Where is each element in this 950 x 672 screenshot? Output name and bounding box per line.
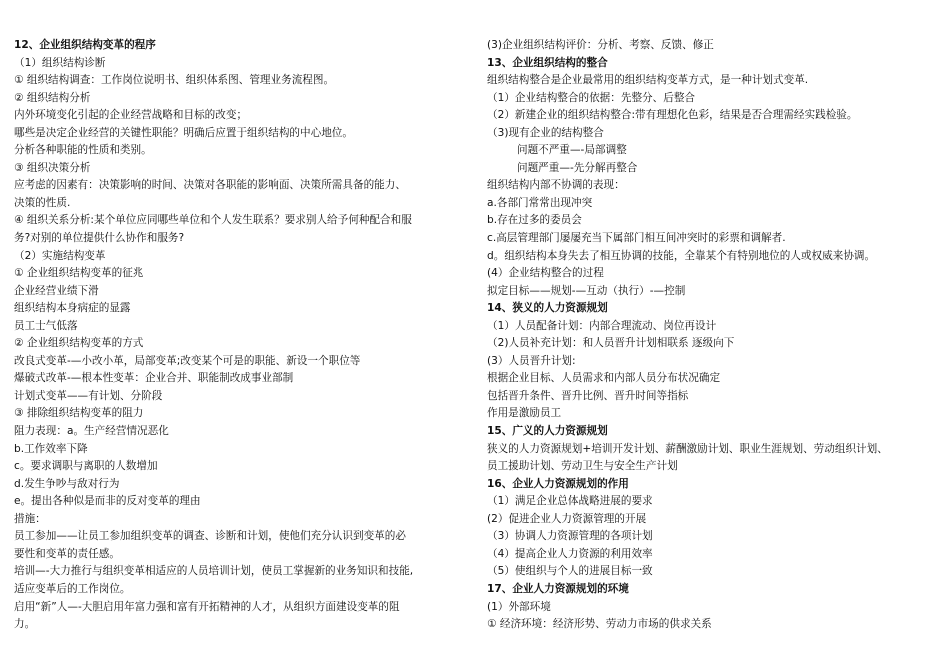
text-line: 问题严重—-先分解再整合 bbox=[517, 161, 638, 174]
text-line: 计划式变革——有计划、分阶段 bbox=[14, 389, 163, 402]
section-heading: 17、企业人力资源规划的环境 bbox=[487, 582, 629, 595]
text-line: 要性和变革的责任感。 bbox=[14, 547, 120, 560]
text-line: （1）组织结构诊断 bbox=[14, 56, 106, 69]
text-line: 内外环境变化引起的企业经营战略和目标的改变； bbox=[14, 109, 248, 122]
text-line: 员工援助计划、劳动卫生与安全生产计划 bbox=[487, 460, 678, 473]
text-line: 根据企业目标、人员需求和内部人员分布状况确定 bbox=[487, 372, 721, 385]
text-line: (4）企业结构整合的过程 bbox=[487, 267, 604, 280]
text-line: 应考虑的因素有：决策影响的时间、决策对各职能的影响面、决策所需具备的能力、 bbox=[14, 179, 406, 192]
text-line: 问题不严重—-局部调整 bbox=[517, 144, 627, 157]
text-line: 狭义的人力资源规划+培训开发计划、薪酬激励计划、职业生涯规划、劳动组织计划、 bbox=[487, 442, 888, 455]
text-line: ② 企业组织结构变革的方式 bbox=[14, 337, 144, 350]
text-line: 力。 bbox=[14, 618, 36, 631]
text-line: 员工士气低落 bbox=[14, 319, 78, 332]
text-line: （2）实施结构变革 bbox=[14, 249, 106, 262]
text-line: 组织结构整合是企业最常用的组织结构变革方式，是一种计划式变革. bbox=[487, 74, 809, 87]
text-line: 阻力表现：a。生产经营情况恶化 bbox=[14, 425, 169, 438]
text-line: 适应变革后的工作岗位。 bbox=[14, 582, 131, 595]
text-line: d.发生争吵与敌对行为 bbox=[14, 477, 120, 490]
text-line: 拟定目标——规划-—互动（执行）-—控制 bbox=[487, 284, 686, 297]
section-heading: 12、企业组织结构变革的程序 bbox=[14, 39, 156, 51]
text-line: 组织结构本身病症的显露 bbox=[14, 302, 131, 315]
text-line: 务?对别的单位提供什么协作和服务? bbox=[14, 232, 185, 245]
text-line: 哪些是决定企业经营的关键性职能？明确后应置于组织结构的中心地位。 bbox=[14, 126, 353, 139]
right-column bbox=[487, 37, 937, 634]
text-line: 措施： bbox=[14, 512, 46, 525]
text-line: (3)企业组织结构评价：分析、考察、反馈、修正 bbox=[487, 39, 714, 51]
text-line: 启用“新”人—-大胆启用年富力强和富有开拓精神的人才，从组织方面建设变革的阻 bbox=[14, 600, 400, 613]
text-line: ② 组织结构分析 bbox=[14, 91, 91, 104]
section-heading: 14、狭义的人力资源规划 bbox=[487, 302, 608, 315]
text-line: 改良式变革-—小改小革，局部变革;改变某个可是的职能、新设一个职位等 bbox=[14, 354, 361, 367]
text-line: 作用是激励员工 bbox=[487, 407, 562, 420]
text-line: 爆破式改革-—根本性变革：企业合并、职能制改成事业部制 bbox=[14, 372, 294, 385]
text-line: b.存在过多的委员会 bbox=[487, 214, 582, 227]
text-line: （1）满足企业总体战略进展的要求 bbox=[487, 495, 653, 508]
text-line: ① 企业组织结构变革的征兆 bbox=[14, 267, 144, 280]
text-line: ④ 组织关系分析:某个单位应同哪些单位和个人发生联系？要求别人给予何种配合和服 bbox=[14, 214, 412, 227]
text-line: ① 经济环境：经济形势、劳动力市场的供求关系 bbox=[487, 618, 712, 631]
text-line: （2)人员补充计划：和人员晋升计划相联系 逐级向下 bbox=[487, 337, 735, 350]
text-line: d。组织结构本身失去了相互协调的技能，全靠某个有特别地位的人或权威来协调。 bbox=[487, 249, 876, 262]
text-line: （2）新建企业的组织结构整合:带有理想化色彩，结果是否合理需经实践检验。 bbox=[487, 109, 858, 122]
text-line: 分析各种职能的性质和类别。 bbox=[14, 144, 152, 157]
text-line: （1）企业结构整合的依据：先整分、后整合 bbox=[487, 91, 696, 104]
text-line: 企业经营业绩下滑 bbox=[14, 284, 99, 297]
text-line: ③ 组织决策分析 bbox=[14, 161, 91, 174]
text-line: 组织结构内部不协调的表现： bbox=[487, 179, 625, 192]
text-line: e。提出各种似是而非的反对变革的理由 bbox=[14, 495, 201, 508]
text-line: b.工作效率下降 bbox=[14, 442, 88, 455]
section-heading: 15、广义的人力资源规划 bbox=[487, 425, 608, 438]
section-heading: 16、企业人力资源规划的作用 bbox=[487, 477, 629, 490]
text-line: （4）提高企业人力资源的利用效率 bbox=[487, 547, 653, 560]
text-line: 决策的性质. bbox=[14, 196, 71, 209]
text-line: 员工参加——让员工参加组织变革的调查、诊断和计划，使他们充分认识到变革的必 bbox=[14, 530, 406, 543]
text-line: (2）促进企业人力资源管理的开展 bbox=[487, 512, 647, 525]
text-line: ① 组织结构调查：工作岗位说明书、组织体系图、管理业务流程图。 bbox=[14, 74, 335, 87]
text-line: 包括晋升条件、晋升比例、晋升时间等指标 bbox=[487, 389, 689, 402]
text-line: （5）使组织与个人的进展目标一致 bbox=[487, 565, 653, 578]
section-heading: 13、企业组织结构的整合 bbox=[487, 56, 608, 69]
text-line: （3）协调人力资源管理的各项计划 bbox=[487, 530, 653, 543]
text-line: (3）人员晋升计划: bbox=[487, 354, 576, 367]
text-line: c。要求调职与离职的人数增加 bbox=[14, 460, 158, 473]
text-line: (1）外部环境 bbox=[487, 600, 551, 613]
left-column bbox=[14, 37, 472, 634]
text-line: 培训—-大力推行与组织变革相适应的人员培训计划，使员工掌握新的业务知识和技能, bbox=[14, 565, 414, 578]
text-line: ③ 排除组织结构变革的阻力 bbox=[14, 407, 144, 420]
text-line: a.各部门常常出现冲突 bbox=[487, 196, 593, 209]
text-line: c.高层管理部门屡屡充当下属部门相互间冲突时的彩票和调解者. bbox=[487, 232, 786, 245]
text-line: （1）人员配备计划：内部合理流动、岗位再设计 bbox=[487, 319, 717, 332]
text-line: （3)现有企业的结构整合 bbox=[487, 126, 604, 139]
